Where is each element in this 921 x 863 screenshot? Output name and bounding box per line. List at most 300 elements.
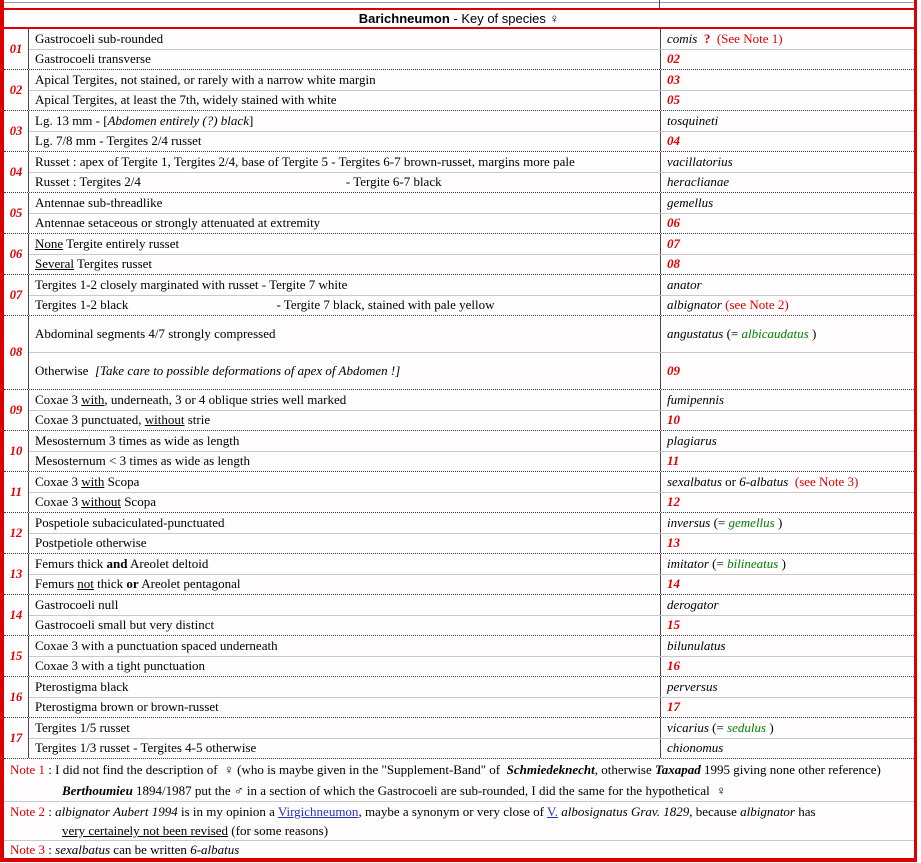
- couplet-number: 01: [4, 29, 29, 69]
- notes-section: [4, 758, 914, 858]
- result-cell: [660, 677, 914, 697]
- text-segment: Mesosternum < 3 times as wide as length: [35, 453, 250, 469]
- description-cell: [29, 513, 660, 533]
- result-cell: [660, 657, 914, 677]
- text-segment: without: [81, 494, 121, 510]
- text-segment: 10: [667, 412, 680, 428]
- text-segment: 13: [667, 535, 680, 551]
- text-segment: ): [774, 514, 783, 530]
- key-row: [29, 615, 914, 636]
- result-cell: [660, 214, 914, 234]
- result-cell: [660, 698, 914, 718]
- text-segment: perversus: [667, 678, 718, 694]
- text-segment: and: [106, 555, 128, 571]
- text-segment: (=: [710, 514, 729, 530]
- key-row: [29, 431, 914, 451]
- text-segment: angustatus: [667, 326, 724, 341]
- text-segment: Femurs thick: [35, 555, 107, 571]
- text-segment: , maybe a synonym or very close of: [358, 804, 548, 819]
- couplet-number: 09: [4, 390, 29, 430]
- description-cell: [29, 193, 660, 213]
- note-2: [4, 801, 914, 840]
- couplet-04: [4, 151, 914, 192]
- couplet-rows: [29, 472, 914, 512]
- couplet-rows: [29, 193, 914, 233]
- couplet-17: [4, 717, 914, 758]
- result-cell: [660, 296, 914, 316]
- description-cell: [29, 718, 660, 738]
- couplet-09: [4, 389, 914, 430]
- couplet-number: 15: [4, 636, 29, 676]
- key-row: [29, 352, 914, 389]
- couplet-rows: [29, 70, 914, 110]
- text-segment: albosignatus Grav. 1829: [557, 804, 690, 819]
- divider: [4, 2, 914, 3]
- text-segment: sedulus: [727, 719, 767, 735]
- couplet-number: 04: [4, 152, 29, 192]
- result-cell: [660, 173, 914, 193]
- result-cell: [660, 575, 914, 595]
- text-segment: anator: [667, 276, 702, 292]
- text-segment: Scopa: [120, 494, 156, 510]
- text-segment: ): [766, 719, 774, 735]
- couplet-rows: [29, 513, 914, 553]
- couplet-rows: [29, 316, 914, 389]
- text-segment: Areolet pentagonal: [138, 576, 241, 592]
- key-row: [29, 513, 914, 533]
- text-segment: 06: [667, 215, 680, 231]
- couplet-rows: [29, 636, 914, 676]
- text-segment: bilunulatus: [667, 637, 726, 653]
- description-cell: [29, 50, 660, 70]
- text-segment: 09: [667, 363, 680, 378]
- text-segment: 1995 giving none other reference): [700, 762, 881, 777]
- column-spacer: [141, 182, 346, 183]
- result-cell: [660, 595, 914, 615]
- text-segment: is in my opinion a: [177, 804, 278, 819]
- description-cell: [29, 616, 660, 636]
- key-row: [29, 193, 914, 213]
- result-cell: [660, 132, 914, 152]
- text-segment: Coxae 3 punctuated,: [35, 412, 145, 428]
- couplet-03: [4, 110, 914, 151]
- text-segment: albignator: [667, 297, 722, 313]
- text-segment: Several: [35, 256, 74, 272]
- description-cell: [29, 275, 660, 295]
- text-segment: Pterostigma brown or brown-russet: [35, 699, 219, 715]
- text-segment: Tergites russet: [73, 256, 153, 272]
- text-segment: chionomus: [667, 740, 724, 756]
- couplet-10: [4, 430, 914, 471]
- description-cell: [29, 111, 660, 131]
- text-segment: :: [45, 762, 56, 777]
- description-cell: [29, 296, 660, 316]
- text-segment: Russet : apex of Tergite 1, Tergites 2/4, base of Tergite 5 - Tergites 6-7 brown-russet, margins more pale: [35, 153, 575, 169]
- text-segment: I did not find the description of ♀ (who is maybe given in the "Supplement-Band" of: [55, 762, 507, 777]
- text-segment: Tergites 1-2 closely marginated with russet - Tergite 7 white: [35, 276, 348, 292]
- key-row: [29, 29, 914, 49]
- text-segment: sexalbatus: [55, 842, 111, 857]
- key-row: [29, 390, 914, 410]
- text-segment: plagiarus: [667, 432, 717, 448]
- text-segment: Abdominal segments 4/7 strongly compressed: [35, 326, 276, 341]
- key-row: [29, 70, 914, 90]
- text-segment: Gastrocoeli small but very distinct: [35, 617, 215, 633]
- key-row: [29, 492, 914, 513]
- text-segment: sexalbatus: [667, 473, 722, 489]
- key-row: [29, 656, 914, 677]
- divider: [659, 0, 660, 8]
- text-segment: without: [144, 412, 185, 428]
- text-segment: (=: [708, 555, 728, 571]
- key-row: [29, 49, 914, 70]
- description-cell: [29, 493, 660, 513]
- couplet-rows: [29, 152, 914, 192]
- text-segment: (See Note 1): [716, 30, 783, 46]
- note-line: [4, 759, 914, 780]
- text-segment: imitator: [667, 555, 709, 571]
- couplet-05: [4, 192, 914, 233]
- text-segment: Taxapad: [655, 762, 701, 777]
- couplet-rows: [29, 275, 914, 315]
- text-segment: Otherwise: [35, 363, 95, 378]
- couplet-16: [4, 676, 914, 717]
- text-segment: ]: [248, 112, 254, 128]
- result-cell: [660, 111, 914, 131]
- note-line: [4, 841, 914, 858]
- couplet-rows: [29, 718, 914, 758]
- key-row: [29, 213, 914, 234]
- key-row: [29, 172, 914, 193]
- couplet-number: 10: [4, 431, 29, 471]
- text-segment: Pterostigma black: [35, 678, 129, 694]
- result-cell: [660, 316, 914, 352]
- couplet-14: [4, 594, 914, 635]
- text-segment: (see Note 3): [794, 473, 859, 489]
- text-segment: Tergites 1-2 black: [35, 297, 129, 313]
- result-cell: [660, 616, 914, 636]
- text-segment: Abdomen entirely (?) black: [107, 112, 249, 128]
- text-segment: 03: [667, 71, 680, 87]
- text-segment: Coxae 3: [35, 494, 82, 510]
- key-row: [29, 234, 914, 254]
- text-segment: can be written: [110, 842, 191, 857]
- key-row: [29, 697, 914, 718]
- result-cell: [660, 534, 914, 554]
- result-cell: [660, 431, 914, 451]
- key-row: [29, 254, 914, 275]
- description-cell: [29, 173, 660, 193]
- text-segment: albignator: [740, 804, 795, 819]
- text-segment: Coxae 3: [35, 391, 82, 407]
- couplet-number: 17: [4, 718, 29, 758]
- text-segment: has: [795, 804, 816, 819]
- text-segment: 15: [667, 617, 680, 633]
- note-line: [4, 821, 914, 840]
- key-row: [29, 574, 914, 595]
- description-cell: [29, 698, 660, 718]
- text-segment: 14: [667, 576, 680, 592]
- text-segment: Barichneumon: [358, 11, 450, 26]
- note-label: Note 3: [10, 842, 46, 857]
- text-segment: Russet : Tergites 2/4: [35, 174, 141, 190]
- description-cell: [29, 132, 660, 152]
- couplet-number: 06: [4, 234, 29, 274]
- couplet-number: 03: [4, 111, 29, 151]
- couplet-01: [4, 29, 914, 69]
- note-3: [4, 840, 914, 858]
- text-segment: Tergites 1/3 russet - Tergites 4-5 otherwise: [35, 740, 257, 756]
- description-cell: [29, 534, 660, 554]
- taxon-link[interactable]: Virgichneumon: [277, 804, 359, 819]
- couplet-08: [4, 315, 914, 389]
- text-segment: Femurs: [35, 576, 78, 592]
- couplet-rows: [29, 677, 914, 717]
- couplet-rows: [29, 390, 914, 430]
- text-segment: gemellus: [728, 514, 775, 530]
- text-segment: Coxae 3 with a punctuation spaced underneath: [35, 637, 278, 653]
- taxon-link[interactable]: V.: [547, 804, 558, 819]
- text-segment: Scopa: [104, 473, 140, 489]
- text-segment: comis: [667, 30, 698, 46]
- text-segment: Berthoumieu: [62, 783, 133, 798]
- text-segment: Gastrocoeli transverse: [35, 51, 151, 67]
- key-row: [29, 533, 914, 554]
- text-segment: (=: [708, 719, 728, 735]
- description-cell: [29, 390, 660, 410]
- key-row: [29, 677, 914, 697]
- result-cell: [660, 390, 914, 410]
- description-cell: [29, 411, 660, 431]
- text-segment: Gastrocoeli sub-rounded: [35, 30, 164, 46]
- text-segment: thick: [93, 576, 127, 592]
- description-cell: [29, 431, 660, 451]
- text-segment: Gastrocoeli null: [35, 596, 119, 612]
- text-segment: :: [45, 842, 56, 857]
- key-row: [29, 554, 914, 574]
- note-line: [4, 802, 914, 821]
- description-cell: [29, 91, 660, 111]
- description-cell: [29, 554, 660, 574]
- text-segment: strie: [184, 412, 211, 428]
- result-cell: [660, 411, 914, 431]
- couplet-rows: [29, 431, 914, 471]
- result-cell: [660, 50, 914, 70]
- text-segment: 16: [667, 658, 680, 674]
- text-segment: tosquineti: [667, 112, 719, 128]
- description-cell: [29, 657, 660, 677]
- text-segment: bilineatus: [727, 555, 779, 571]
- key-row: [29, 595, 914, 615]
- text-segment: not: [77, 576, 94, 592]
- result-cell: [660, 636, 914, 656]
- description-cell: [29, 316, 660, 352]
- result-cell: [660, 234, 914, 254]
- key-row: [29, 316, 914, 352]
- description-cell: [29, 70, 660, 90]
- text-segment: 08: [667, 256, 680, 272]
- description-cell: [29, 29, 660, 49]
- couplet-15: [4, 635, 914, 676]
- text-segment: very certainely not been revised: [62, 823, 229, 838]
- text-segment: 11: [667, 453, 680, 469]
- text-segment: 6-albatus: [190, 842, 240, 857]
- couplet-rows: [29, 234, 914, 274]
- description-cell: [29, 452, 660, 472]
- text-segment: , because: [689, 804, 741, 819]
- key-row: [29, 275, 914, 295]
- text-segment: - Key of species ♀: [449, 11, 560, 26]
- note-1: [4, 759, 914, 801]
- key-row: [29, 738, 914, 759]
- couplet-number: 11: [4, 472, 29, 512]
- key-row: [29, 111, 914, 131]
- text-segment: 12: [667, 494, 680, 510]
- result-cell: [660, 718, 914, 738]
- description-cell: [29, 575, 660, 595]
- text-segment: 17: [667, 699, 680, 715]
- description-cell: [29, 739, 660, 759]
- text-segment: ): [778, 555, 786, 571]
- description-cell: [29, 595, 660, 615]
- couplet-06: [4, 233, 914, 274]
- text-segment: vicarius: [667, 719, 709, 735]
- text-segment: with: [81, 473, 105, 489]
- key-row: [29, 472, 914, 492]
- result-cell: [660, 513, 914, 533]
- note-label: Note 1: [10, 762, 46, 777]
- description-cell: [29, 353, 660, 389]
- text-segment: albignator Aubert 1994: [55, 804, 178, 819]
- text-segment: Apical Tergites, at least the 7th, widely stained with white: [35, 92, 337, 108]
- couplet-11: [4, 471, 914, 512]
- text-segment: gemellus: [667, 194, 714, 210]
- result-cell: [660, 353, 914, 389]
- description-cell: [29, 234, 660, 254]
- key-row: [29, 131, 914, 152]
- key-row: [29, 152, 914, 172]
- text-segment: derogator: [667, 596, 719, 612]
- note-line: [4, 780, 914, 801]
- couplet-number: 12: [4, 513, 29, 553]
- text-segment: Schmiedeknecht: [506, 762, 595, 777]
- result-cell: [660, 493, 914, 513]
- text-segment: 04: [667, 133, 680, 149]
- result-cell: [660, 452, 914, 472]
- text-segment: with: [81, 391, 105, 407]
- couplet-number: 16: [4, 677, 29, 717]
- text-segment: fumipennis: [667, 391, 725, 407]
- key-row: [29, 90, 914, 111]
- previous-table-edge: [0, 0, 917, 8]
- text-segment: Lg. 13 mm - [: [35, 112, 108, 128]
- text-segment: 6-albatus: [739, 473, 789, 489]
- couplet-02: [4, 69, 914, 110]
- text-segment: Antennae sub-threadlike: [35, 194, 163, 210]
- couplet-rows: [29, 111, 914, 151]
- couplet-rows: [29, 29, 914, 69]
- key-table: [0, 8, 917, 862]
- description-cell: [29, 636, 660, 656]
- text-segment: Coxae 3: [35, 473, 82, 489]
- couplet-number: 02: [4, 70, 29, 110]
- key-row: [29, 410, 914, 431]
- description-cell: [29, 152, 660, 172]
- text-segment: ): [808, 326, 817, 341]
- text-segment: Mesosternum 3 times as wide as length: [35, 432, 240, 448]
- key-row: [29, 295, 914, 316]
- result-cell: [660, 91, 914, 111]
- couplet-12: [4, 512, 914, 553]
- key-row: [29, 718, 914, 738]
- text-segment: Areolet deltoid: [127, 555, 209, 571]
- result-cell: [660, 472, 914, 492]
- page-title: [4, 8, 914, 29]
- description-cell: [29, 472, 660, 492]
- result-cell: [660, 193, 914, 213]
- note-label: Note 2: [10, 804, 46, 819]
- result-cell: [660, 152, 914, 172]
- text-segment: Lg. 7/8 mm - Tergites 2/4 russet: [35, 133, 202, 149]
- text-segment: 1894/1987 put the ♂ in a section of which the Gastrocoeli are sub-rounded, I did the same for the hypothetical ♀: [132, 783, 726, 798]
- text-segment: 07: [667, 235, 680, 251]
- key-row: [29, 636, 914, 656]
- text-segment: inversus: [667, 514, 711, 530]
- text-segment: Coxae 3 with a tight punctuation: [35, 658, 206, 674]
- result-cell: [660, 255, 914, 275]
- text-segment: or: [126, 576, 139, 592]
- text-segment: (for some reasons): [228, 823, 329, 838]
- couplet-rows: [29, 554, 914, 594]
- couplet-number: 07: [4, 275, 29, 315]
- text-segment: :: [45, 804, 56, 819]
- description-cell: [29, 255, 660, 275]
- result-cell: [660, 275, 914, 295]
- text-segment: Antennae setaceous or strongly attenuated at extremity: [35, 215, 321, 231]
- key-row: [29, 451, 914, 472]
- text-segment: Tergite entirely russet: [63, 235, 180, 251]
- text-segment: - Tergite 6-7 black: [345, 174, 442, 190]
- text-segment: albicaudatus: [741, 326, 809, 341]
- couplet-rows: [29, 595, 914, 635]
- text-segment: - Tergite 7 black, stained with pale yellow: [276, 297, 495, 313]
- column-spacer: [128, 305, 276, 306]
- result-cell: [660, 29, 914, 49]
- result-cell: [660, 554, 914, 574]
- text-segment: None: [35, 235, 64, 251]
- description-cell: [29, 214, 660, 234]
- text-segment: , otherwise: [594, 762, 656, 777]
- text-segment: vacillatorius: [667, 153, 733, 169]
- couplet-number: 08: [4, 316, 29, 389]
- text-segment: Postpetiole otherwise: [35, 535, 147, 551]
- text-segment: Apical Tergites, not stained, or rarely with a narrow white margin: [35, 71, 376, 87]
- description-cell: [29, 677, 660, 697]
- text-segment: 02: [667, 51, 680, 67]
- text-segment: ?: [703, 30, 711, 46]
- result-cell: [660, 739, 914, 759]
- text-segment: (=: [723, 326, 742, 341]
- couplet-list: [4, 29, 914, 758]
- text-segment: (see Note 2): [725, 297, 789, 313]
- couplet-07: [4, 274, 914, 315]
- text-segment: Tergites 1/5 russet: [35, 719, 130, 735]
- text-segment: 05: [667, 92, 680, 108]
- couplet-number: 14: [4, 595, 29, 635]
- result-cell: [660, 70, 914, 90]
- couplet-13: [4, 553, 914, 594]
- text-segment: [Take care to possible deformations of apex of Abdomen !]: [94, 363, 401, 378]
